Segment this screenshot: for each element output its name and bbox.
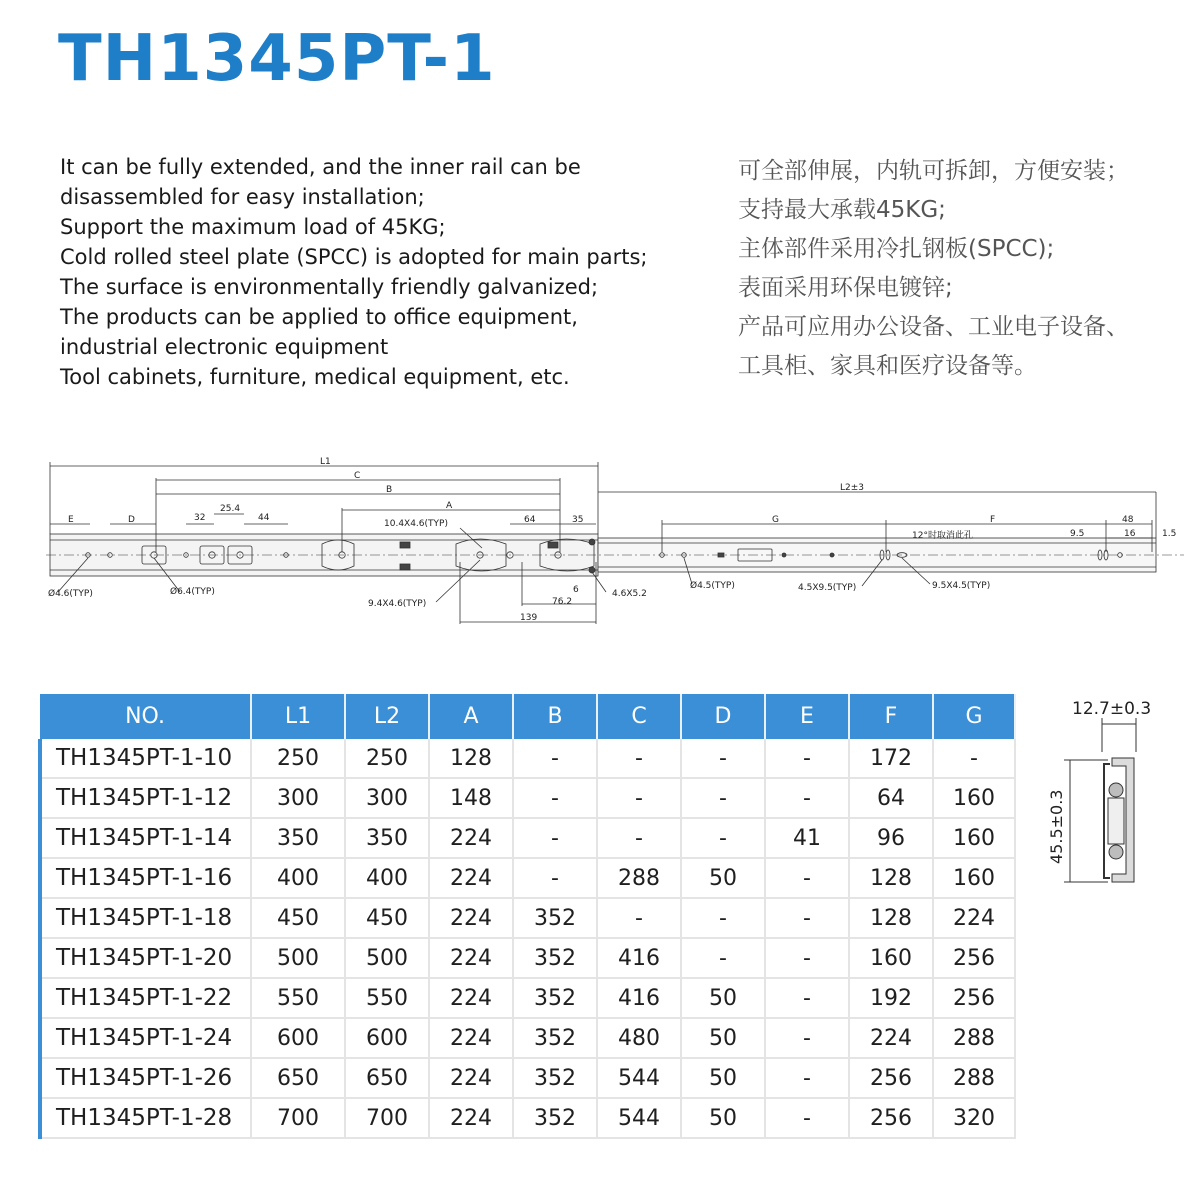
table-cell: 148 [429,778,513,818]
model-number-cell: TH1345PT-1-26 [40,1058,251,1098]
description-line: 表面采用环保电镀锌; [738,275,953,301]
col-header: A [429,694,513,739]
table-cell: 352 [513,1058,597,1098]
description-line: industrial electronic equipment [60,335,389,359]
height-dimension: 45.5±0.3 [1047,789,1066,864]
table-cell: 350 [345,818,429,858]
table-cell: 450 [251,898,345,938]
table-cell: 500 [251,938,345,978]
dim-f: F [990,515,996,525]
table-cell: 650 [345,1058,429,1098]
dim-44: 44 [258,513,270,523]
table-cell: 160 [933,858,1015,898]
model-number-cell: TH1345PT-1-10 [40,739,251,778]
table-cell: - [681,739,765,778]
table-row [40,1058,1015,1098]
table-cell: 50 [681,978,765,1018]
table-cell: 41 [765,818,849,858]
description-line: Cold rolled steel plate (SPCC) is adopted for main parts; [60,245,648,269]
table-cell: 550 [345,978,429,1018]
table-cell: 224 [429,1098,513,1138]
table-cell: - [765,778,849,818]
description-line: The products can be applied to office equipment, [60,305,578,329]
table-cell: - [765,938,849,978]
table-cell: 300 [251,778,345,818]
model-number-cell: TH1345PT-1-16 [40,858,251,898]
table-cell: - [513,858,597,898]
description-line: It can be fully extended, and the inner rail can be [60,155,581,179]
table-cell: 224 [849,1018,933,1058]
table-cell: - [933,739,1015,778]
table-cell: 350 [251,818,345,858]
col-header: L2 [345,694,429,739]
table-cell: - [681,938,765,978]
table-cell: 416 [597,938,681,978]
note-dia-4-6: Ø4.6(TYP) [48,589,93,599]
model-number-cell: TH1345PT-1-28 [40,1098,251,1138]
table-cell: 192 [849,978,933,1018]
table-row [40,739,1015,778]
table-cell: 224 [429,898,513,938]
dim-g: G [772,515,779,525]
model-number-cell: TH1345PT-1-24 [40,1018,251,1058]
description-english [60,152,648,392]
table-row [40,898,1015,938]
table-cell: 600 [345,1018,429,1058]
col-header: C [597,694,681,739]
note-dia-4-5: Ø4.5(TYP) [690,581,735,591]
dim-64: 64 [524,515,536,525]
dim-b: B [386,485,393,495]
table-cell: 128 [849,858,933,898]
table-cell: - [765,739,849,778]
dim-c: C [354,471,361,481]
description-line: disassembled for easy installation; [60,185,425,209]
table-cell: 400 [251,858,345,898]
dim-16: 16 [1124,529,1136,539]
note-slot-9-5: 9.5X4.5(TYP) [932,581,991,591]
description-line: 主体部件采用冷扎钢板(SPCC); [738,236,1055,262]
table-row [40,1018,1015,1058]
model-number-cell: TH1345PT-1-18 [40,898,251,938]
table-cell: 160 [849,938,933,978]
table-cell: 160 [933,818,1015,858]
description-line: Tool cabinets, furniture, medical equipment, etc. [60,365,570,389]
table-cell: - [765,898,849,938]
table-row [40,1098,1015,1138]
table-cell: 544 [597,1058,681,1098]
note-slot-10-4: 10.4X4.6(TYP) [384,519,448,529]
table-cell: - [597,818,681,858]
dim-6: 6 [573,585,579,595]
col-header: L1 [251,694,345,739]
table-cell: 250 [251,739,345,778]
model-number-cell: TH1345PT-1-14 [40,818,251,858]
table-row [40,858,1015,898]
description-chinese [738,152,1129,386]
table-cell: - [513,818,597,858]
col-header: E [765,694,849,739]
table-cell: 450 [345,898,429,938]
dim-25-4: 25.4 [220,504,241,514]
model-number-cell: TH1345PT-1-20 [40,938,251,978]
table-cell: 50 [681,1058,765,1098]
table-cell: 64 [849,778,933,818]
table-cell: - [765,1058,849,1098]
table-cell: 50 [681,1018,765,1058]
table-header-row [40,694,1015,739]
dim-1-5: 1.5 [1162,529,1177,539]
table-row [40,938,1015,978]
table-cell: - [597,739,681,778]
table-cell: 224 [429,1058,513,1098]
dim-76-2: 76.2 [552,597,573,607]
table-cell: 224 [429,938,513,978]
table-cell: 352 [513,938,597,978]
table-row [40,978,1015,1018]
description-line: 可全部伸展，内轨可拆卸，方便安装； [738,158,1129,184]
table-cell: 352 [513,1098,597,1138]
note-slot-4-6: 4.6X5.2 [612,589,647,599]
table-cell: 224 [933,898,1015,938]
table-cell: 250 [345,739,429,778]
description-line: 产品可应用办公设备、工业电子设备、 [738,314,1129,340]
table-cell: 50 [681,858,765,898]
dim-139: 139 [520,613,538,623]
note-dia-6-4: Ø6.4(TYP) [170,587,215,597]
model-number-cell: TH1345PT-1-12 [40,778,251,818]
table-cell: - [513,739,597,778]
table-cell: 352 [513,978,597,1018]
slide-rail-drawing [40,452,1190,632]
product-title: TH1345PT-1 [58,22,496,96]
table-cell: 600 [251,1018,345,1058]
table-cell: 400 [345,858,429,898]
note-slot-4-5: 4.5X9.5(TYP) [798,583,857,593]
table-cell: 256 [849,1098,933,1138]
table-cell: 128 [849,898,933,938]
dim-a: A [446,501,453,511]
table-cell: 320 [933,1098,1015,1138]
table-cell: 650 [251,1058,345,1098]
table-row [40,818,1015,858]
table-cell: 700 [251,1098,345,1138]
col-header: NO. [40,694,251,739]
dim-48: 48 [1122,515,1134,525]
table-cell: - [765,1098,849,1138]
table-cell: 256 [849,1058,933,1098]
model-number-cell: TH1345PT-1-22 [40,978,251,1018]
table-cell: 480 [597,1018,681,1058]
dim-l1: L1 [320,457,331,467]
dim-e: E [68,515,74,525]
width-dimension: 12.7±0.3 [1072,699,1152,719]
dim-32: 32 [194,513,206,523]
col-header: B [513,694,597,739]
table-cell: - [681,778,765,818]
description-line: 支持最大承载45KG; [738,197,946,223]
table-cell: - [513,778,597,818]
description-line: Support the maximum load of 45KG; [60,215,446,239]
table-cell: 172 [849,739,933,778]
table-cell: 224 [429,978,513,1018]
col-header: G [933,694,1015,739]
dim-l2: L2±3 [840,483,865,493]
table-cell: 500 [345,938,429,978]
table-cell: 700 [345,1098,429,1138]
table-cell: 550 [251,978,345,1018]
dim-9-5: 9.5 [1070,529,1085,539]
table-cell: 300 [345,778,429,818]
table-cell: 544 [597,1098,681,1138]
table-cell: 288 [597,858,681,898]
table-cell: - [681,818,765,858]
dim-d: D [128,515,135,525]
table-cell: 160 [933,778,1015,818]
col-header: D [681,694,765,739]
table-cell: 256 [933,938,1015,978]
table-cell: 224 [429,858,513,898]
note-slot-9-4: 9.4X4.6(TYP) [368,599,427,609]
table-cell: - [681,898,765,938]
table-cell: 96 [849,818,933,858]
description-line: 工具柜、家具和医疗设备等。 [738,353,1037,379]
table-cell: 288 [933,1018,1015,1058]
col-header: F [849,694,933,739]
note-12deg: 12°时取消此孔 [912,531,973,541]
table-cell: - [597,778,681,818]
rail-cross-section [1047,692,1180,892]
dim-35: 35 [572,515,584,525]
table-cell: 50 [681,1098,765,1138]
table-cell: 416 [597,978,681,1018]
table-cell: 224 [429,1018,513,1058]
table-cell: - [765,978,849,1018]
table-cell: 224 [429,818,513,858]
table-cell: 288 [933,1058,1015,1098]
table-cell: 352 [513,1018,597,1058]
spec-table [38,694,1016,1139]
table-cell: - [597,898,681,938]
table-cell: 256 [933,978,1015,1018]
table-cell: 128 [429,739,513,778]
table-cell: - [765,858,849,898]
table-cell: - [765,1018,849,1058]
table-row [40,778,1015,818]
table-cell: 352 [513,898,597,938]
description-line: The surface is environmentally friendly galvanized; [60,275,599,299]
